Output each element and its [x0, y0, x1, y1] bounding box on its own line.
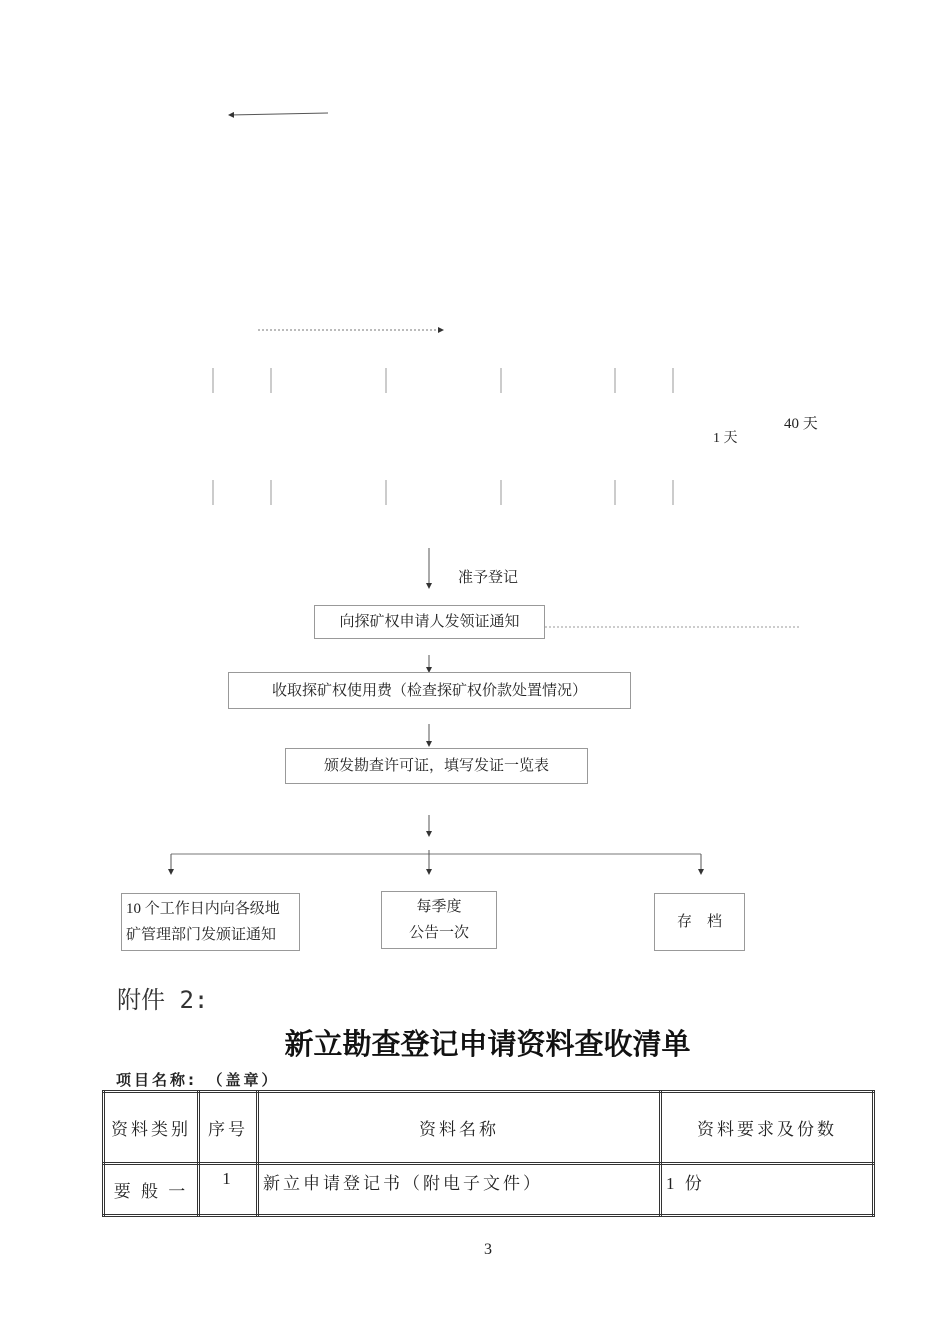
tick-row-lower — [213, 480, 673, 505]
box-branch-archive — [654, 893, 745, 951]
label-40-days: 40 天 — [784, 416, 818, 432]
return-arrow — [229, 113, 328, 115]
box-branch-quarterly-announce — [381, 891, 497, 949]
cell-category: 要 般 一 — [104, 1164, 199, 1216]
box-branch-notify-departments — [121, 893, 300, 951]
cell-requirement: 1 份 — [661, 1164, 874, 1216]
branch-mid-line2: 公告一次 — [408, 925, 469, 941]
header-name: 资料名称 — [258, 1092, 661, 1164]
box-notify-applicant — [314, 605, 545, 639]
document-title: 新立勘查登记申请资料查收清单 — [284, 1027, 691, 1061]
label-1-day: 1 天 — [713, 431, 738, 446]
cell-index: 1 — [199, 1164, 258, 1216]
label-approve: 准予登记 — [458, 570, 519, 586]
branch-right-text: 存 档 — [676, 914, 722, 930]
header-requirement: 资料要求及份数 — [661, 1092, 874, 1164]
branch-left-line2: 矿管理部门发颁证通知 — [126, 927, 277, 943]
box-collect-fee-text: 收取探矿权使用费（检查探矿权价款处置情况） — [271, 682, 587, 699]
box-issue-permit — [285, 748, 588, 784]
branch-mid-line1: 每季度 — [416, 899, 462, 915]
table-row — [104, 1164, 874, 1216]
checklist-table — [102, 1090, 875, 1217]
tick-row-upper — [213, 368, 673, 393]
cell-name: 新立申请登记书（附电子文件） — [258, 1164, 661, 1216]
header-index: 序号 — [199, 1092, 258, 1164]
table-header-row — [104, 1092, 874, 1164]
box-issue-permit-text: 颁发勘查许可证，填写发证一览表 — [323, 758, 549, 774]
branch-left-line1: 10 个工作日内向各级地 — [126, 901, 280, 917]
annex-label: 附件 2: — [117, 986, 209, 1014]
box-collect-fee — [228, 672, 631, 709]
header-category: 资料类别 — [104, 1092, 199, 1164]
project-name-label: 项目名称: （盖章） — [116, 1071, 280, 1089]
page-number: 3 — [484, 1241, 492, 1258]
box-notify-text: 向探矿权申请人发领证通知 — [339, 614, 520, 630]
